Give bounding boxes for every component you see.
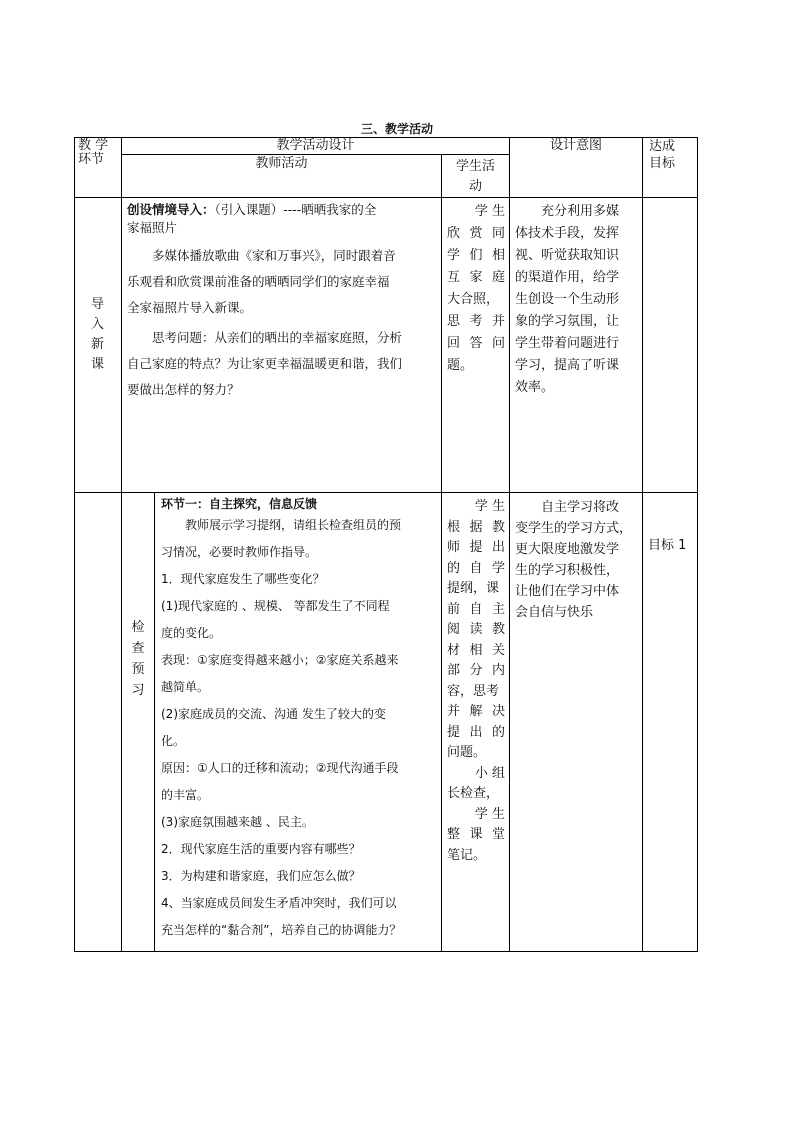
text-line: 前 自 主 bbox=[447, 601, 505, 617]
text-line: 体技术手段，发挥 bbox=[515, 226, 620, 241]
text-line: 多媒体播放歌曲《家和万事兴》，同时跟着音 bbox=[152, 248, 396, 263]
header-intent: 设计意图 bbox=[549, 138, 602, 153]
text-line: 提 出 的 bbox=[447, 724, 505, 740]
header-teacher: 教师活动 bbox=[255, 156, 308, 171]
header-stage bbox=[78, 139, 120, 167]
text-line: 题。 bbox=[447, 358, 474, 373]
text-line: 的 自 学 bbox=[447, 560, 505, 576]
text-line: 效率。 bbox=[515, 380, 555, 395]
header-goal-line2: 目标 bbox=[649, 156, 676, 171]
text-line: 生的学习积极性， bbox=[515, 563, 620, 578]
text-line: 阅 读 教 bbox=[447, 622, 505, 637]
text-line: 越简单。 bbox=[161, 680, 210, 694]
text-line: 视、听觉获取知识 bbox=[515, 248, 620, 263]
text-line: 教师展示学习提纲，请组长检查组员的预 bbox=[185, 518, 402, 532]
text-line: (3)家庭氛围越来越 、民主。 bbox=[161, 815, 314, 829]
intro-para1 bbox=[127, 243, 439, 321]
text-line: 师 提 出 bbox=[447, 540, 505, 555]
stage-char: 预 bbox=[131, 662, 145, 677]
text-line: 根 据 教 bbox=[447, 519, 505, 535]
intro-para2 bbox=[127, 325, 439, 403]
text-line: 长检查， bbox=[447, 786, 500, 801]
text-line: 让他们在学习中体 bbox=[515, 584, 620, 599]
intro-teacher-activity bbox=[127, 201, 439, 403]
text-line: 更大限度地激发学 bbox=[515, 542, 620, 557]
text-line: 变学生的学习方式， bbox=[515, 521, 633, 536]
text-line: 思考问题：从亲们的晒出的幸福家庭照，分析 bbox=[152, 330, 403, 345]
text-line: 学生带着问题进行 bbox=[515, 336, 620, 351]
text-line: 化。 bbox=[161, 734, 186, 748]
text-line: 欣 赏 同 bbox=[447, 226, 505, 241]
text-line: 的丰富。 bbox=[161, 788, 210, 802]
text-line: 乐观看和欣赏课前准备的晒晒同学们的家庭幸福 bbox=[127, 274, 390, 289]
text-line: 自己家庭的特点？为让家更幸福温暖更和谐，我们 bbox=[127, 356, 403, 371]
stage-intro bbox=[74, 295, 121, 375]
text-line: 学 生 bbox=[474, 204, 505, 219]
stage-check-preview bbox=[122, 617, 154, 701]
text-line: 提纲，课 bbox=[447, 581, 500, 596]
header-goal-line1: 达成 bbox=[649, 139, 676, 154]
text-line: 部 分 内 bbox=[447, 663, 505, 678]
text-line: 问题。 bbox=[447, 745, 487, 760]
header-stage-line1: 教 学 bbox=[78, 138, 109, 153]
text-line: 自主学习将改 bbox=[541, 500, 620, 515]
preview-student-activity bbox=[447, 497, 505, 866]
intro-design-intent bbox=[515, 201, 639, 399]
text-line: 象的学习氛围，让 bbox=[515, 314, 620, 329]
text-line: 3．为构建和谐家庭，我们应怎么做？ bbox=[161, 869, 361, 883]
stage-char: 习 bbox=[131, 683, 145, 698]
text-line: 学 生 bbox=[474, 499, 505, 514]
stage-char: 导 bbox=[90, 297, 104, 312]
text-line: 互 家 庭 bbox=[447, 270, 505, 285]
text-line: 2．现代家庭生活的重要内容有哪些？ bbox=[161, 842, 361, 856]
text-line: 充分利用多媒 bbox=[541, 204, 620, 219]
text-line: 思 考 并 bbox=[447, 314, 505, 329]
text-line: 大合照， bbox=[447, 292, 500, 307]
text-line: 的渠道作用，给学 bbox=[515, 270, 620, 285]
text-line: 小 组 bbox=[474, 765, 505, 781]
text-line: 回 答 问 bbox=[447, 336, 505, 351]
text-line: 容，思考 bbox=[447, 683, 500, 699]
preview-goal: 目标 1 bbox=[648, 538, 687, 553]
text-line: 学习，提高了听课 bbox=[515, 358, 620, 373]
text-line: (1)现代家庭的 、规模、 等都发生了不同程 bbox=[161, 599, 390, 613]
text-line: 要做出怎样的努力？ bbox=[127, 382, 240, 397]
text-line: 原因：①人口的迁移和流动；②现代沟通手段 bbox=[161, 761, 399, 775]
header-design: 教学活动设计 bbox=[276, 138, 355, 153]
stage-char: 检 bbox=[131, 620, 145, 635]
intro-heading-line2: 家福照片 bbox=[127, 220, 178, 235]
preview-design-intent bbox=[515, 497, 641, 623]
text-line: 4、当家庭成员间发生矛盾冲突时，我们可以 bbox=[161, 896, 397, 910]
text-line: 全家福照片导入新课。 bbox=[127, 300, 253, 315]
text-line: (2)家庭成员的交流、沟通 发生了较大的变 bbox=[161, 707, 386, 721]
stage-char: 查 bbox=[131, 641, 145, 656]
text-line: 并 解 决 bbox=[447, 704, 505, 719]
preview-teacher-activity bbox=[161, 495, 439, 944]
text-line: 学 生 bbox=[474, 806, 505, 822]
teaching-activity-table bbox=[74, 137, 698, 952]
text-line: 笔记。 bbox=[447, 847, 487, 863]
text-line: 整 课 堂 bbox=[447, 827, 505, 842]
header-student-line1: 学生活 bbox=[455, 159, 495, 174]
text-line: 生创设一个生动形 bbox=[515, 292, 620, 307]
text-line: 充当怎样的“黏合剂”，培养自己的协调能力？ bbox=[161, 923, 402, 937]
text-line: 材 相 关 bbox=[447, 642, 505, 658]
text-line: 学 们 相 bbox=[447, 248, 505, 263]
header-goal bbox=[649, 138, 697, 172]
stage-char: 课 bbox=[90, 357, 104, 372]
text-line: 会自信与快乐 bbox=[515, 605, 594, 620]
text-line: 表现：①家庭变得越来越小；②家庭关系越来 bbox=[161, 653, 399, 667]
intro-heading-rest: （引入课题）----晒晒我家的全 bbox=[214, 202, 377, 217]
text-line: 习情况，必要时教师作指导。 bbox=[161, 545, 318, 559]
stage-char: 新 bbox=[90, 337, 104, 352]
intro-heading: 创设情境导入： bbox=[127, 202, 215, 217]
stage-char: 入 bbox=[90, 317, 104, 332]
header-student bbox=[442, 157, 509, 197]
header-student-line2: 动 bbox=[468, 179, 482, 194]
header-stage-line2: 环节 bbox=[78, 152, 105, 167]
section-title: 三、教学活动 bbox=[360, 122, 433, 136]
text-line: 1．现代家庭发生了哪些变化？ bbox=[161, 572, 325, 586]
text-line: 度的变化。 bbox=[161, 626, 222, 640]
preview-heading: 环节一：自主探究，信息反馈 bbox=[161, 497, 318, 511]
intro-student-activity bbox=[447, 201, 505, 377]
